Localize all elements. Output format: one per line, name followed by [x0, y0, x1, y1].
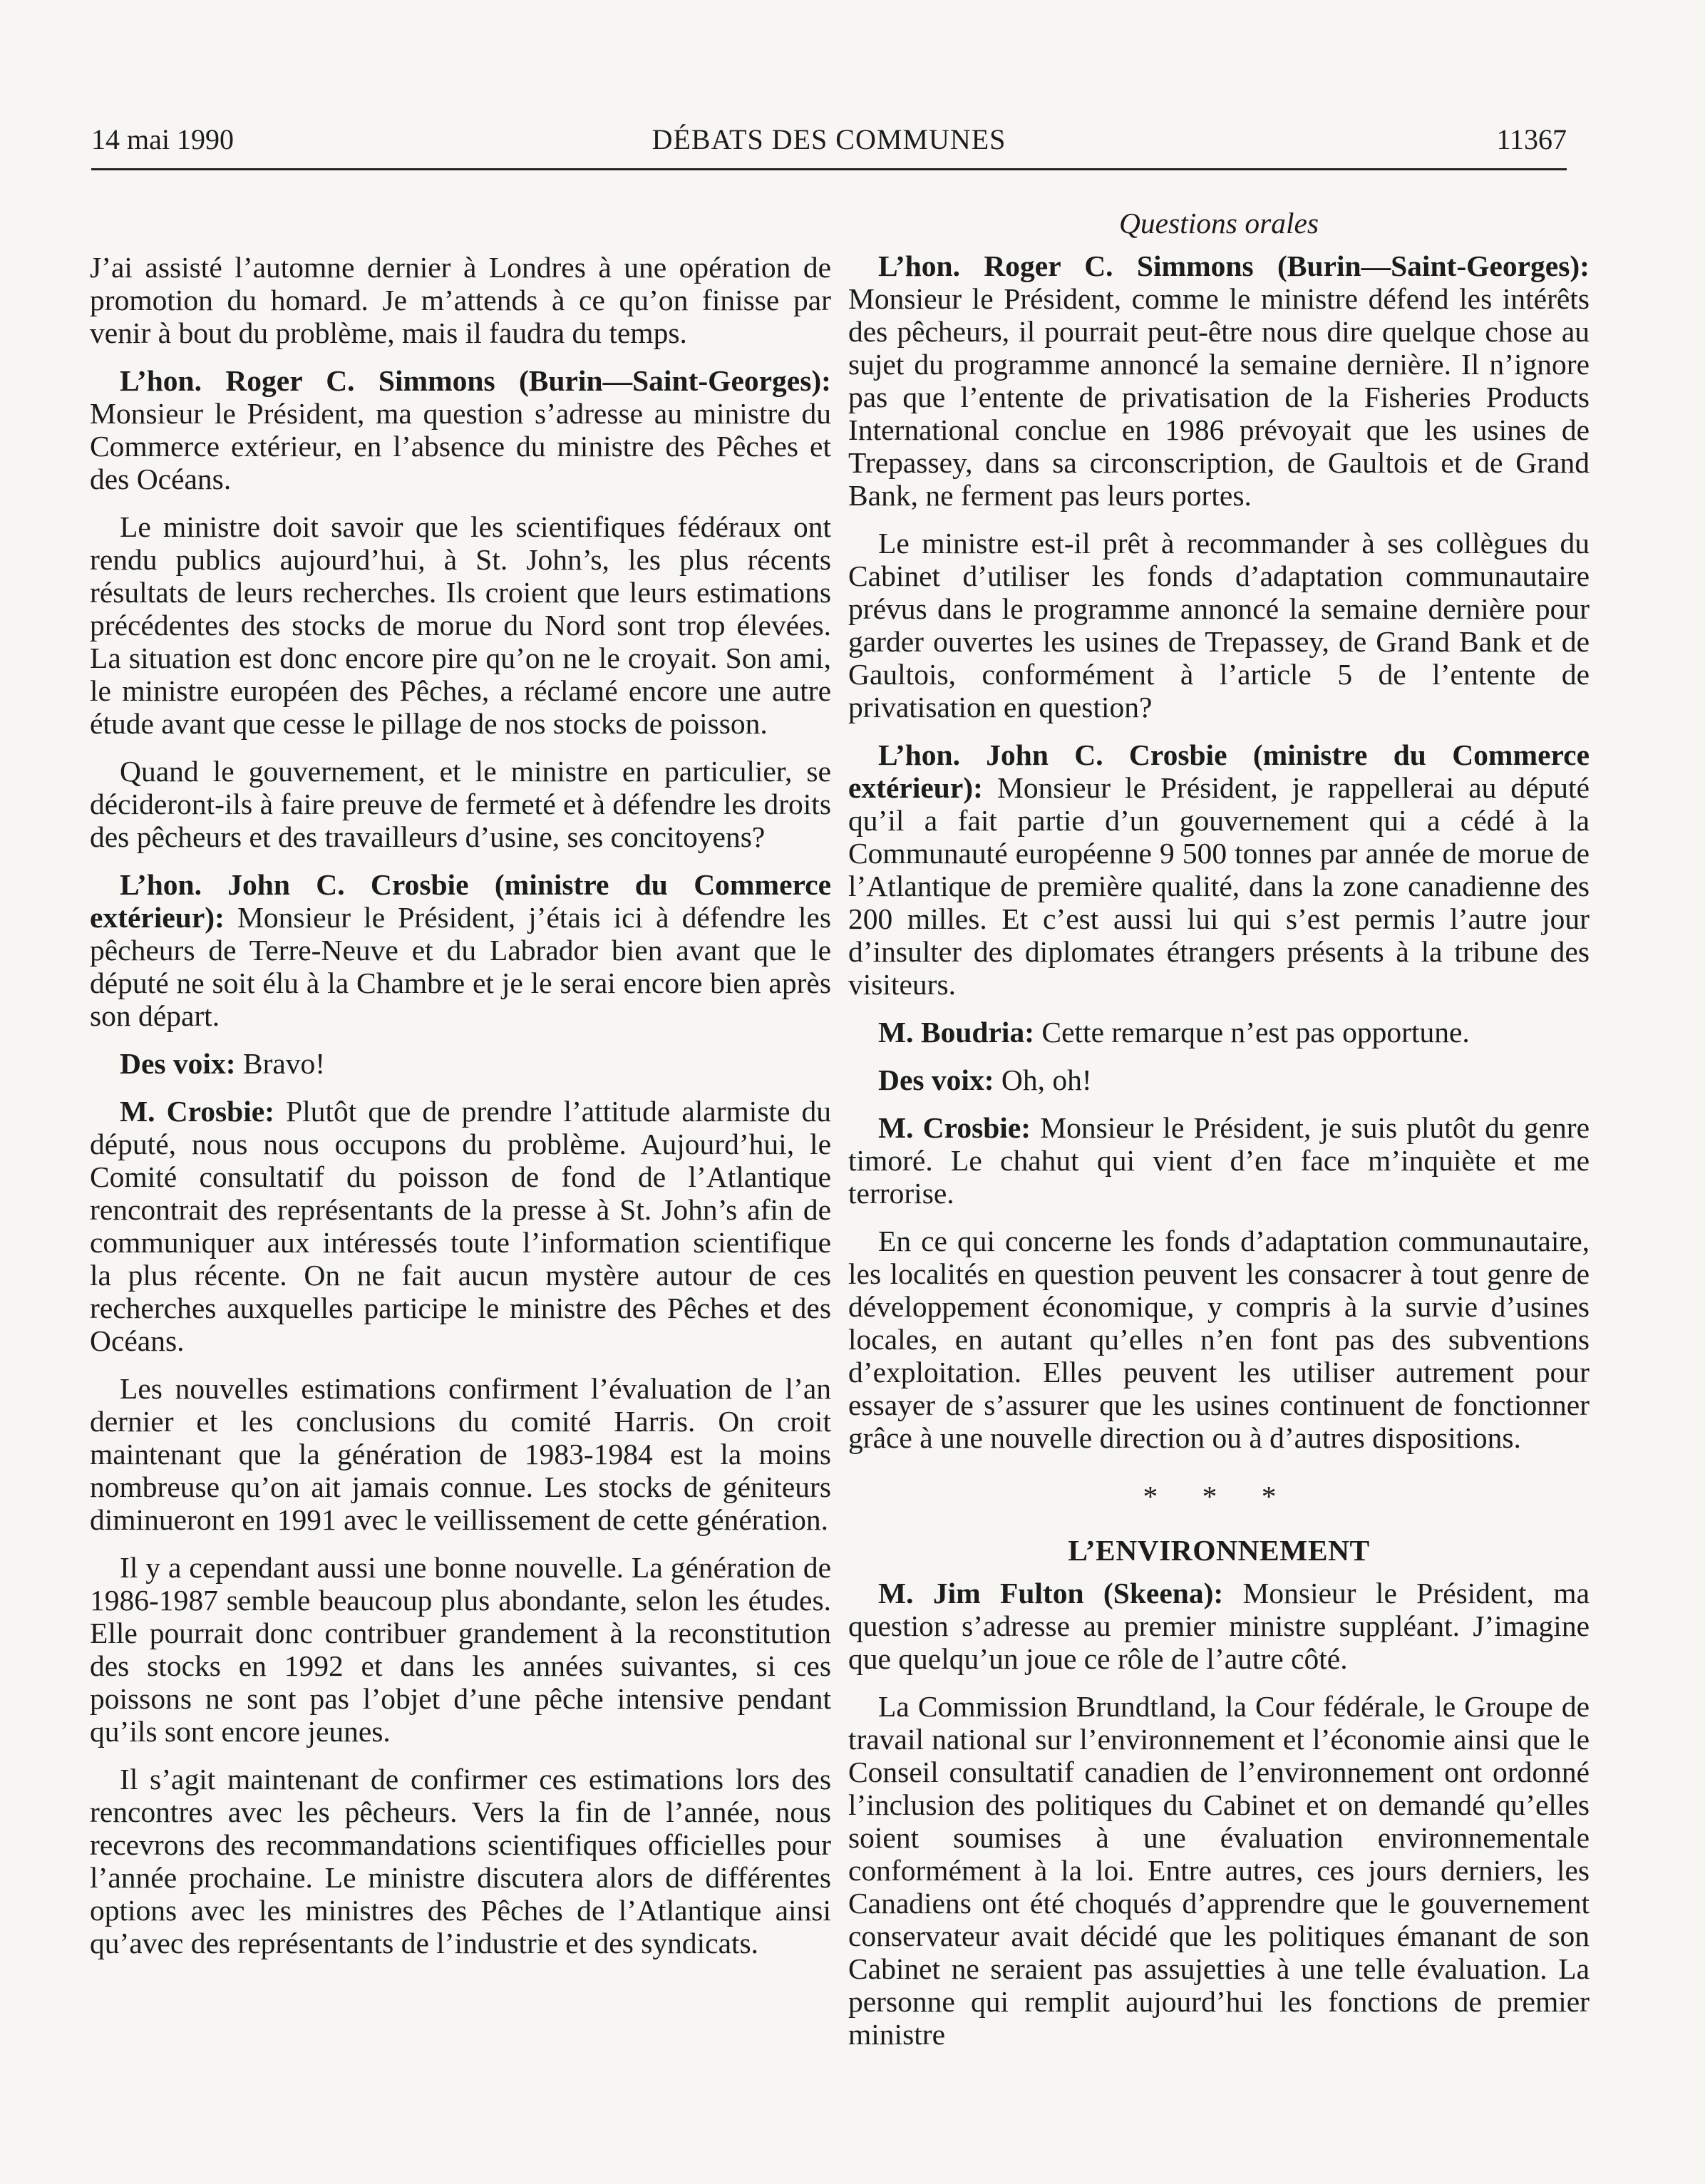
paragraph-text: J’ai assisté l’automne dernier à Londres à une opération de promotion du homard. Je m’attends à ce qu’on finisse par venir à bout du problème, mais il faudra du temps. [90, 251, 831, 349]
speaker-name: Des voix: [878, 1063, 994, 1096]
paragraph-text: Cette remarque n’est pas opportune. [1041, 1016, 1470, 1049]
paragraph-text: En ce qui concerne les fonds d’adaptation communautaire, les localités en question peuvent les consacrer à tout genre de développement économique, y compris à la survie d’usines locales, en autant qu’elles n’en font pas des subventions d’exploitation. Elles peuvent les utiliser autrement pour essayer de s’assurer que les usines continuent de fonctionner grâce à une nouvelle direction ou à d’autres dispositions. [848, 1225, 1590, 1454]
speaker-name: M. Crosbie: [878, 1111, 1031, 1144]
speaker-name: L’hon. Roger C. Simmons (Burin—Saint-Georges): [120, 364, 831, 397]
left-column [90, 251, 831, 1974]
paragraph [90, 510, 831, 740]
speaker-name: L’hon. John C. Crosbie (ministre du Commerce extérieur): [90, 868, 831, 934]
paragraph [848, 738, 1590, 1001]
paragraph [90, 755, 831, 853]
paragraph [848, 1063, 1590, 1096]
paragraph-text: Monsieur le Président, je suis plutôt du genre timoré. Le chahut qui vient d’en face m’inquiète et me terrorise. [848, 1111, 1590, 1210]
paragraph-text: Bravo! [242, 1047, 326, 1080]
paragraph [848, 527, 1590, 723]
paragraph [90, 1047, 831, 1080]
paragraph [90, 1763, 831, 1959]
paragraph-text: Le ministre est-il prêt à recommander à ses collègues du Cabinet d’utiliser les fonds d’adaptation communautaire prévus dans le programme annoncé la semaine dernière pour garder ouvertes les usines de Trepassey, de Grand Bank et de Gaultois, conformément à l’article 5 de l’entente de privatisation en question? [848, 527, 1590, 723]
right-column [848, 207, 1590, 2066]
speaker-name: M. Crosbie: [120, 1095, 275, 1128]
paragraph-text: Il y a cependant aussi une bonne nouvelle. La génération de 1986-1987 semble beaucoup plus abondante, selon les études. Elle pourrait donc contribuer grandement à la reconstitution des stocks en 1992 et dans les années suivantes, si ces poissons ne sont pas l’objet d’une pêche intensive pendant qu’ils sont encore jeunes. [90, 1551, 831, 1748]
paragraph [848, 1577, 1590, 1675]
paragraph [90, 1372, 831, 1536]
header-rule [91, 168, 1567, 170]
paragraph-text: Monsieur le Président, je rappellerai au député qu’il a fait partie d’un gouvernement qui a cédé à la Communauté européenne 9 500 tonnes par année de morue de l’Atlantique de première qualité, dans la zone canadienne des 200 milles. Et c’est aussi lui qui s’est permis l’autre jour d’insulter des diplomates étrangers présents à la tribune des visiteurs. [848, 771, 1590, 1001]
paragraph-text: Monsieur le Président, j’étais ici à défendre les pêcheurs de Terre-Neuve et du Labrador bien avant que le député ne soit élu à la Chambre et je le serai encore bien après son départ. [90, 901, 831, 1032]
paragraph-text: Le ministre doit savoir que les scientifiques fédéraux ont rendu publics aujourd’hui, à St. John’s, les plus récents résultats de leurs recherches. Ils croient que leurs estimations précédentes des stocks de morue du Nord sont trop élevées. La situation est donc encore pire qu’on ne le croyait. Son ami, le ministre européen des Pêches, a réclamé encore une autre étude avant que cesse le pillage de nos stocks de poisson. [90, 510, 831, 740]
speaker-name: M. Boudria: [878, 1016, 1035, 1049]
speaker-name: L’hon. Roger C. Simmons (Burin—Saint-Georges): [878, 249, 1590, 282]
paragraph-text: Les nouvelles estimations confirment l’évaluation de l’an dernier et les conclusions du comité Harris. On croit maintenant que la génération de 1983-1984 est la moins nombreuse qu’on ait jamais connue. Les stocks de géniteurs diminueront en 1991 avec le veillissement de cette génération. [90, 1372, 831, 1536]
paragraph-text: Oh, oh! [1001, 1063, 1092, 1096]
paragraph-text: Monsieur le Président, ma question s’adresse au ministre du Commerce extérieur, en l’absence du ministre des Pêches et des Océans. [90, 397, 831, 495]
paragraph [90, 1095, 831, 1357]
paragraph [848, 1225, 1590, 1454]
topic-heading: L’ENVIRONNEMENT [1068, 1534, 1370, 1567]
paragraph [848, 249, 1590, 512]
paragraph [90, 1551, 831, 1748]
paragraph [848, 1111, 1590, 1210]
paragraph-text: La Commission Brundtland, la Cour fédérale, le Groupe de travail national sur l’environnement et l’économie ainsi que le Conseil consultatif canadien de l’environnement ont ordonné l’inclusion des politiques du Cabinet et on demandé qu’elles soient soumises à une évaluation environnementale conformément à la loi. Entre autres, ces jours derniers, les Canadiens ont été choqués d’apprendre que le gouvernement conservateur avait décidé que les politiques émanant de son Cabinet ne seraient pas assujetties à une telle évaluation. La personne qui remplit aujourd’hui les fonctions de premier ministre [848, 1690, 1590, 2051]
paragraph-text: Monsieur le Président, ma question s’adresse au premier ministre suppléant. J’imagine que quelqu’un joue ce rôle de l’autre côté. [848, 1577, 1590, 1675]
header-page-number: 11367 [1496, 123, 1567, 155]
paragraph [848, 1690, 1590, 2051]
speaker-name: Des voix: [120, 1047, 236, 1080]
paragraph [90, 251, 831, 349]
paragraph-text: Quand le gouvernement, et le ministre en particulier, se décideront-ils à faire preuve de fermeté et à défendre les droits des pêcheurs et des travailleurs d’usine, ses concitoyens? [90, 755, 831, 853]
paragraph [848, 1016, 1590, 1049]
speaker-name: M. Jim Fulton (Skeena): [878, 1577, 1224, 1609]
page-header [91, 123, 1567, 165]
paragraph-text: Il s’agit maintenant de confirmer ces estimations lors des rencontres avec les pêcheurs. Vers la fin de l’année, nous recevrons des recommandations scientifiques officielles pour l’année prochaine. Le ministre discutera alors de différentes options avec les ministres des Pêches de l’Atlantique ainsi qu’avec des représentants de l’industrie et des syndicats. [90, 1763, 831, 1959]
header-title: DÉBATS DES COMMUNES [651, 123, 1006, 155]
section-separator: * * * [1143, 1480, 1295, 1513]
paragraph [90, 364, 831, 495]
speaker-name: L’hon. John C. Crosbie (ministre du Commerce extérieur): [848, 738, 1590, 804]
paragraph [90, 868, 831, 1032]
paragraph-text: Monsieur le Président, comme le ministre défend les intérêts des pêcheurs, il pourrait peut-être nous dire quelque chose au sujet du programme annoncé la semaine dernière. Il n’ignore pas que l’entente de privatisation de la Fisheries Products International conclue en 1986 prévoyait que les usines de Trepassey, dans sa circonscription, de Gaultois et de Grand Bank, ne ferment pas leurs portes. [848, 282, 1590, 512]
paragraph-text: Plutôt que de prendre l’attitude alarmiste du député, nous nous occupons du problème. Aujourd’hui, le Comité consultatif du poisson de fond de l’Atlantique rencontrait des représentants de la presse à St. John’s afin de communiquer aux intéressés toute l’information scientifique la plus récente. On ne fait aucun mystère autour de ces recherches auxquelles participe le ministre des Pêches et des Océans. [90, 1095, 832, 1357]
header-date: 14 mai 1990 [91, 123, 234, 155]
section-heading: Questions orales [1118, 207, 1319, 239]
